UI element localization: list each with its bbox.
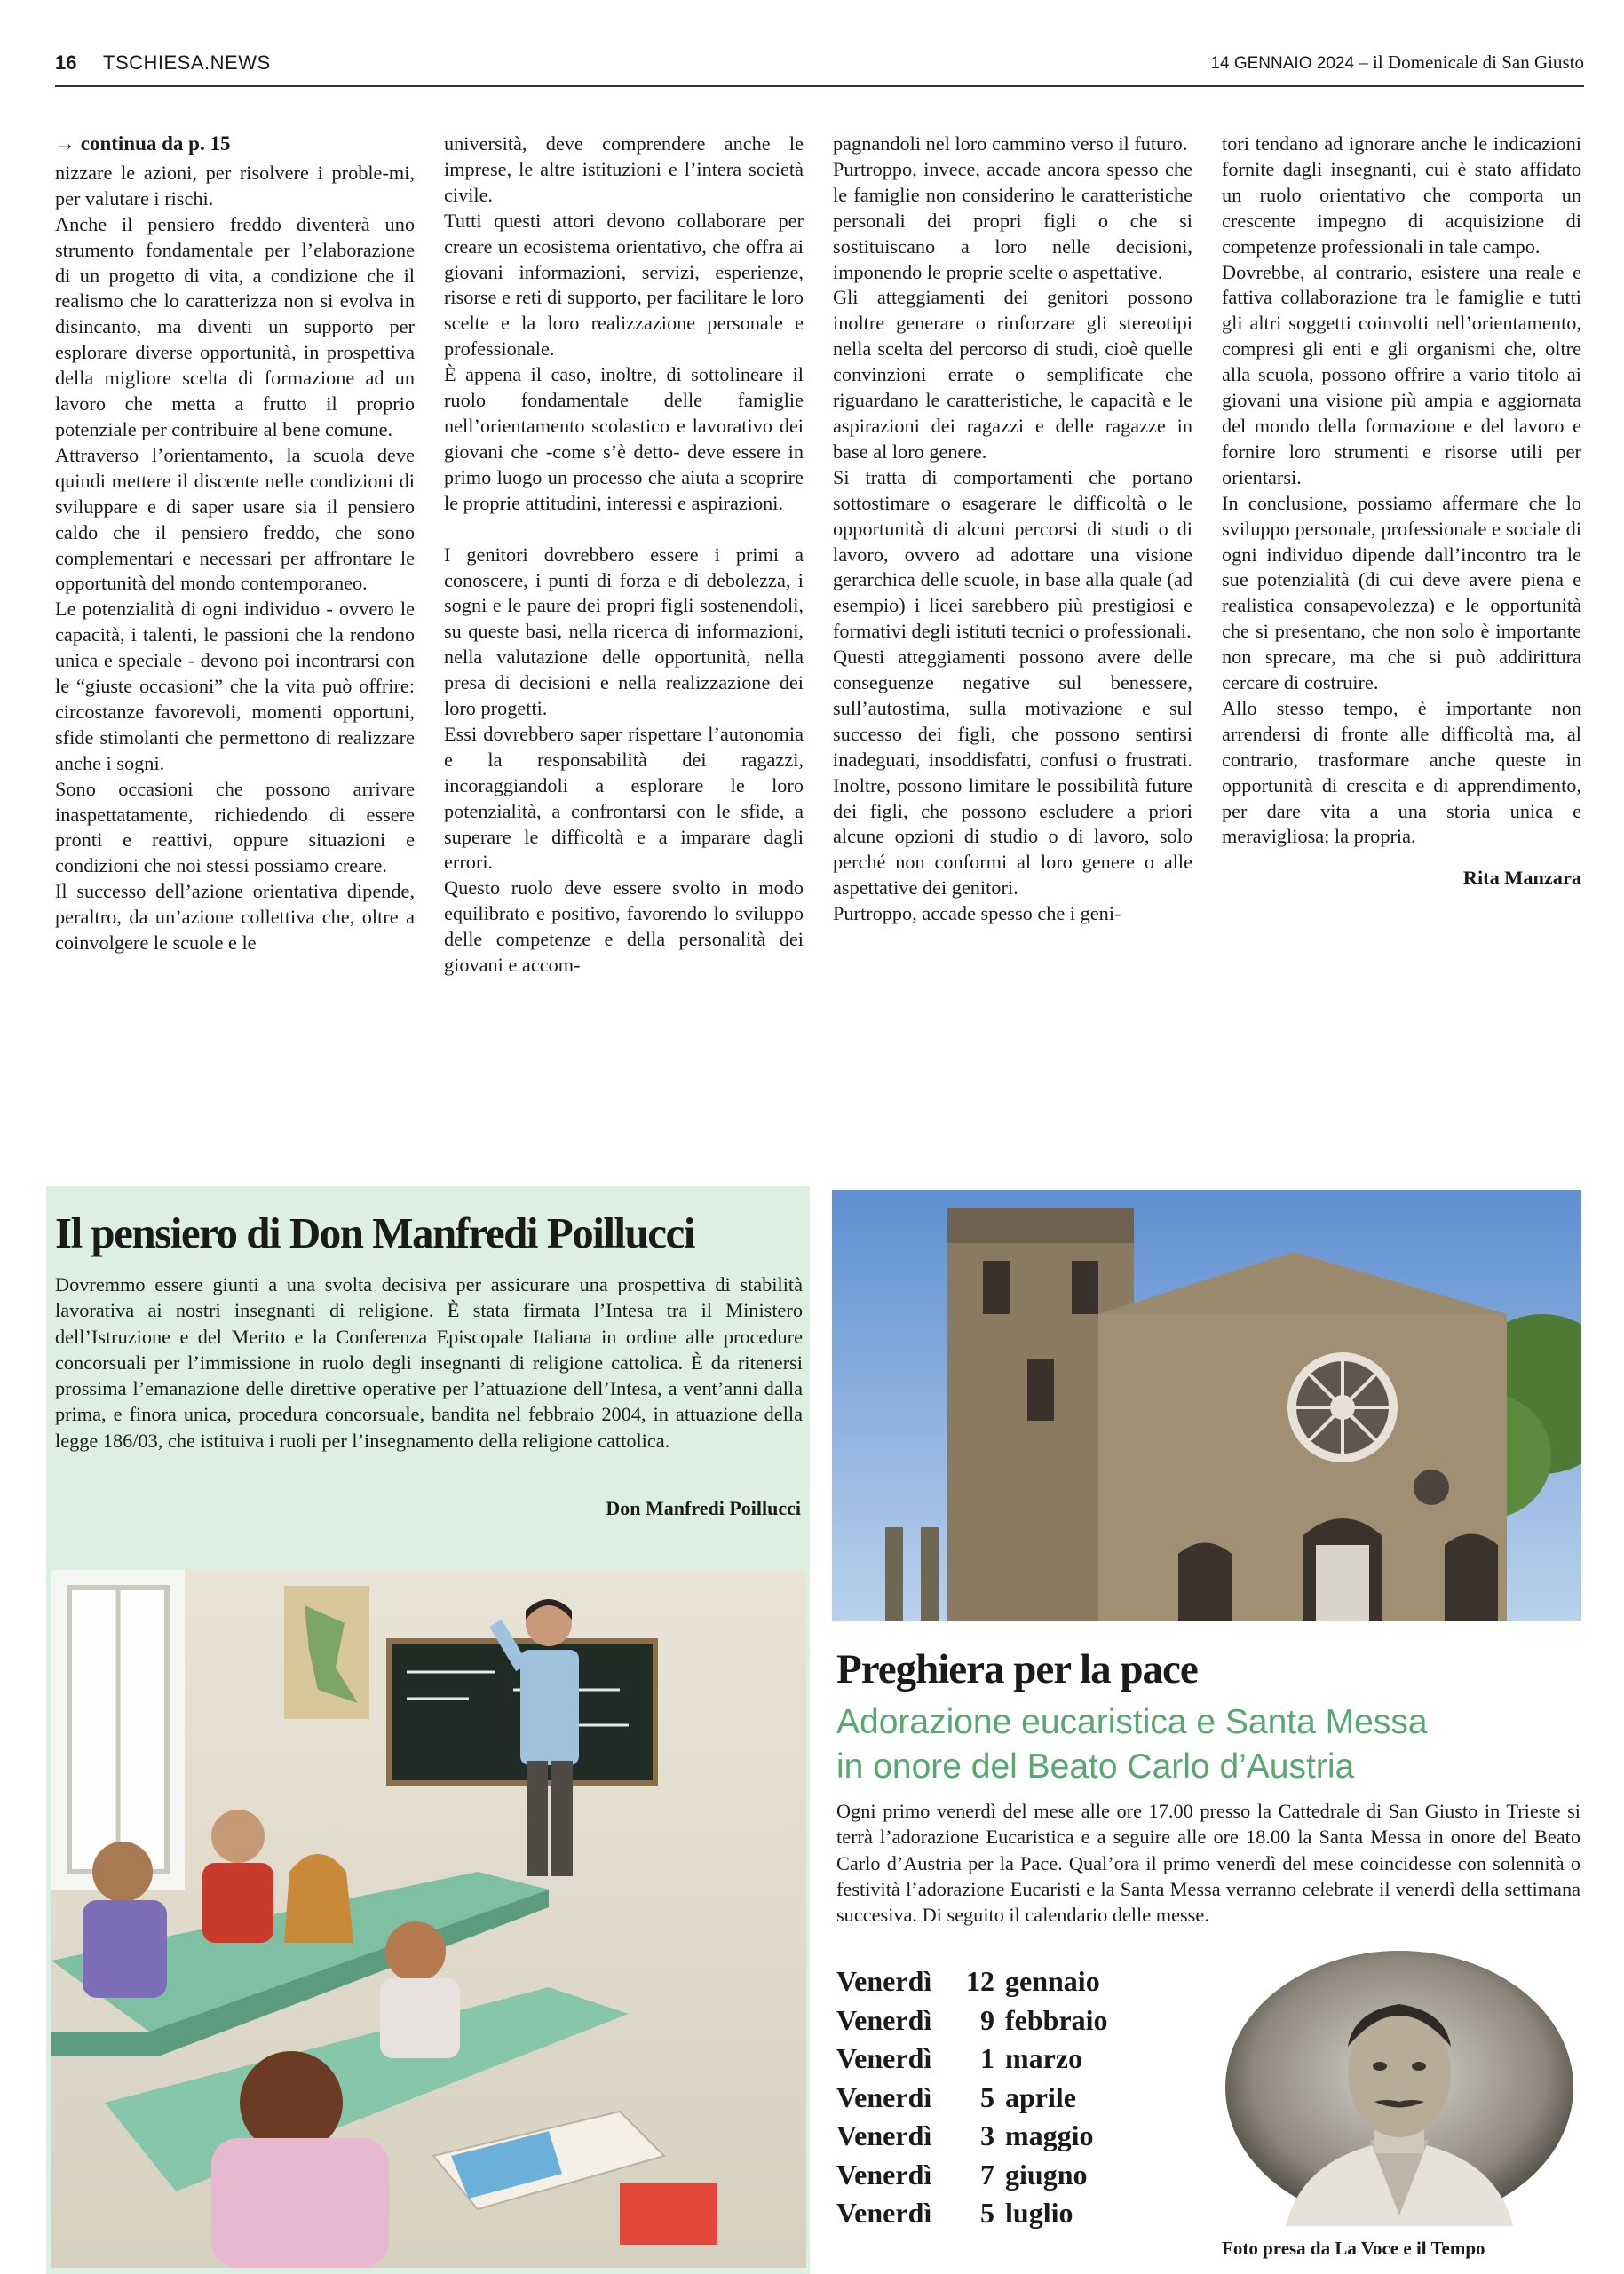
schedule-day: Venerdì — [836, 1965, 932, 1997]
cathedral-illustration — [832, 1190, 1581, 1621]
article-author: Rita Manzara — [1462, 867, 1581, 890]
pensiero-text: Dovremmo essere giunti a una svolta decisiva per assicurare una prospettiva di stabilità lavorativa ai nostri insegnanti di religione. È stata firmata l’Intesa tra il Ministero dell’Istruzione e del Merito e la Conferenza Episcopale Italiana in ordine alle procedure concorsuali per l’immissione in ruolo degli insegnanti di religione cattolica. È da ritenersi prossima l’emanazione delle direttive operative per l’attuazione dell’Intesa, a vent’anni dalla prima, e finora unica, procedura concorsuale, bandita nel febbraio 2004, in attuazione della legge 186/03, che istituiva i ruoli per l’insegnamento della religione cattolica. — [55, 1273, 803, 1452]
subtitle-line-2: in onore del Beato Carlo d’Austria — [836, 1747, 1355, 1786]
page-header — [55, 46, 1584, 87]
schedule-row — [836, 2040, 1108, 2079]
article-column-1 — [55, 131, 415, 956]
schedule-date: 7 — [980, 2158, 994, 2191]
paragraph: Allo stesso tempo, è importante non arrendersi di fronte alle difficoltà ma, al contrario, trasformare anche queste in opportunità di crescita e di apprendimento, per dare vita a una storia unica e meravigliosa: la propria. — [1222, 696, 1581, 848]
paragraph: tori tendano ad ignorare anche le indicazioni fornite dagli insegnanti, cui è stato affidato un ruolo orientativo che comporta un crescente impegno di acquisizione di competenze professionali in tale campo. — [1222, 132, 1581, 258]
paragraph: Purtroppo, accade spesso che i geni- — [833, 902, 1121, 925]
paragraph: Le potenzialità di ogni individuo - ovvero le capacità, i talenti, le passioni che la rendono unica e speciale - devono poi incontrarsi con le “giuste occasioni” che la vita può offrire: circostanze favorevoli, momenti opportuni, sfide stimolanti che permettono di realizzare anche i sogni. — [55, 598, 415, 774]
schedule-date: 3 — [980, 2119, 994, 2151]
site-name: TSCHIESA.NEWS — [103, 52, 271, 74]
schedule-day: Venerdì — [836, 2080, 932, 2113]
schedule-day: Venerdì — [836, 2158, 932, 2191]
paragraph: Dovrebbe, al contrario, esistere una reale e fattiva collaborazione tra le famiglie e tutti gli altri soggetti coinvolti nell’orientamento, compresi gli enti e gli organismi che, oltre alla scuola, possono offrire a vario titolo ai giovani una visione più ampia e aggiornata del mondo della formazione e del lavoro e fornire loro strumenti e risorse utili per orientarsi. — [1222, 260, 1581, 488]
paragraph: pagnandoli nel loro cammino verso il futuro. — [833, 132, 1188, 155]
pensiero-signature: Don Manfredi Poillucci — [606, 1497, 801, 1519]
schedule-day: Venerdì — [836, 2042, 932, 2074]
classroom-photo — [51, 1570, 806, 2268]
beato-carlo-portrait — [1224, 1949, 1575, 2226]
article-column-4 — [1222, 131, 1581, 891]
schedule-date: 1 — [980, 2042, 994, 2074]
photo-caption: Foto presa da La Voce e il Tempo — [1222, 2238, 1485, 2259]
article-column-3 — [833, 131, 1192, 927]
cathedral-photo — [832, 1190, 1581, 1621]
page-number: 16 — [55, 52, 77, 74]
article — [55, 131, 1584, 1130]
schedule-month: aprile — [1005, 2080, 1076, 2113]
preghiera-subtitle — [836, 1700, 1428, 1789]
schedule-date: 12 — [966, 1965, 994, 1997]
schedule-row — [836, 2079, 1108, 2118]
schedule-month: giugno — [1005, 2158, 1088, 2191]
schedule-date: 5 — [980, 2197, 994, 2229]
paragraph: Si tratta di comportamenti che portano sottostimare o esagerare le difficoltà o le opportunità di alcuni percorsi di studi o di lavoro, ovvero ad adottare una visione gerarchica delle scuole, in base alla quale (ad esempio) i licei sarebbero più prestigiosi e formativi degli istituti tecnici o professionali. — [833, 465, 1192, 643]
paragraph: Attraverso l’orientamento, la scuola deve quindi mettere il discente nelle condizioni di sviluppare e di saper usare sia il pensiero caldo che il pensiero freddo, che sono complementari e necessari per affrontare le opportunità del mondo contemporaneo. — [55, 443, 415, 595]
schedule-row — [836, 2001, 1108, 2040]
continued-from: → continua da p. 15 — [55, 132, 231, 155]
schedule-date: 9 — [980, 2003, 994, 2036]
paragraph: Essi dovrebbero saper rispettare l’autonomia e la responsabilità dei ragazzi, incoraggiandoli a esplorare le loro potenzialità, a confrontarsi con le sfide, a superare le difficoltà e a imparare dagli errori. — [444, 722, 804, 874]
paragraph: È appena il caso, inoltre, di sottolineare il ruolo fondamentale delle famiglie nell’orientamento scolastico e lavorativo dei giovani che -come s’è detto- deve essere in primo luogo un processo che aiuta a scoprire le proprie attitudini, interessi e aspirazioni. — [444, 363, 804, 514]
paragraph: Il successo dell’azione orientativa dipende, peraltro, da un’azione collettiva che, oltre a coinvolgere le scuole e le — [55, 880, 415, 955]
schedule-month: febbraio — [1005, 2003, 1108, 2036]
paragraph: Questo ruolo deve essere svolto in modo equilibrato e positivo, favorendo lo sviluppo delle competenze e della personalità dei giovani e accom- — [444, 876, 804, 977]
pensiero-title: Il pensiero di Don Manfredi Poillucci — [55, 1208, 694, 1257]
paragraph: Gli atteggiamenti dei genitori possono inoltre generare o rinforzare gli stereotipi nella scelta del percorso di studi, cioè quelle convinzioni errate o semplificate che riguardano le caratteristiche, le capacità e le aspirazioni dei ragazzi e delle ragazze in base al loro genere. — [833, 286, 1192, 463]
date-text: 14 GENNAIO 2024 — [1210, 54, 1355, 73]
schedule-month: gennaio — [1005, 1965, 1100, 1997]
classroom-illustration — [51, 1570, 806, 2268]
schedule-month: marzo — [1005, 2042, 1083, 2074]
schedule-day: Venerdì — [836, 2197, 932, 2229]
preghiera-text: Ogni primo venerdì del mese alle ore 17.00 presso la Cattedrale di San Giusto in Trieste si terrà l’adorazione Eucaristica e a seguire alle ore 18.00 la Santa Messa in onore del Beato Carlo d’Austria per la Pace. Qual’ora il primo venerdì del mese coincidesse con solennità o festività l’adorazione Eucaristi e la Santa Messa verranno celebrate il venerdì della settimana succesiva. Di seguito il calendario delle messe. — [836, 1800, 1580, 1927]
schedule-day: Venerdì — [836, 2119, 932, 2151]
paragraph: Questi atteggiamenti possono avere delle conseguenze negative sul benessere, sull’autostima, sulla motivazione e sul successo dei figli, che possono sentirsi inadeguati, insoddisfatti, confusi o frustrati. Inoltre, possono limitare le possibilità future dei figli, che possono escludere a priori alcune opzioni di studio o di lavoro, solo perché non conformi al loro genere o alle aspettative dei genitori. — [833, 646, 1192, 899]
paragraph: In conclusione, possiamo affermare che lo sviluppo personale, professionale e sociale di ogni individuo dipende dall’incontro tra le sue potenzialità (di cui deve avere piena e realistica consapevolezza) e le opportunità che si presentano, che non solo è importante non sprecare, ma che si può addirittura cercare di costruire. — [1222, 491, 1581, 694]
schedule-row — [836, 2194, 1108, 2233]
paragraph: università, deve comprendere anche le imprese, le altre istituzioni e l’intera società civile. — [444, 132, 804, 206]
paragraph: Anche il pensiero freddo diventerà uno strumento fondamentale per l’elaborazione di un progetto di vita, a condizione che il realismo che lo caratterizza non si evolva in disincanto, ma diventi un supporto per esplorare diverse opportunità, in prospettiva della migliore scelta di formazione ad un lavoro che metta a frutto il proprio potenziale per contribuire al bene comune. — [55, 212, 415, 440]
article-column-2 — [444, 131, 804, 979]
schedule-month: maggio — [1005, 2119, 1094, 2151]
preghiera-title: Preghiera per la pace — [836, 1646, 1198, 1692]
issue-date — [1210, 52, 1584, 74]
paragraph: I genitori dovrebbero essere i primi a conoscere, i punti di forza e di debolezza, i sogni e le paure dei propri figli sostenendoli, su queste basi, nella ricerca di informazioni, nella valutazione delle opportunità, nella presa di decisioni e nella realizzazione dei loro progetti. — [444, 543, 804, 720]
pensiero-box — [46, 1186, 810, 2274]
schedule-day: Venerdì — [836, 2003, 932, 2036]
paragraph: Tutti questi attori devono collaborare per creare un ecosistema orientativo, che offra ai giovani informazioni, servizi, esperienze, risorse e reti di supporto, per facilitare le loro scelte e la loro realizzazione personale e professionale. — [444, 209, 804, 361]
date-separator: – — [1354, 52, 1374, 73]
schedule-date: 5 — [980, 2080, 994, 2113]
publication-name: il Domenicale di San Giusto — [1373, 52, 1584, 73]
subtitle-line-1: Adorazione eucaristica e Santa Messa — [836, 1703, 1428, 1741]
schedule-month: luglio — [1005, 2197, 1073, 2229]
paragraph: Sono occasioni che possono arrivare inaspettatamente, richiedendo di essere pronti e reattivi, oppure situazioni e condizioni che noi stessi possiamo creare. — [55, 777, 415, 877]
paragraph: nizzare le azioni, per risolvere i proble-mi, per valutare i rischi. — [55, 161, 415, 210]
schedule-row — [836, 1962, 1108, 2001]
paragraph: Purtroppo, invece, accade ancora spesso che le famiglie non considerino le caratteristiche personali dei propri figli o che si sostituiscano a loro nelle decisioni, imponendo le proprie scelte o aspettative. — [833, 157, 1192, 283]
paragraph-gap — [444, 517, 804, 543]
portrait-illustration — [1224, 1949, 1575, 2226]
mass-schedule — [836, 1962, 1108, 2233]
schedule-row — [836, 2117, 1108, 2156]
schedule-row — [836, 2156, 1108, 2195]
